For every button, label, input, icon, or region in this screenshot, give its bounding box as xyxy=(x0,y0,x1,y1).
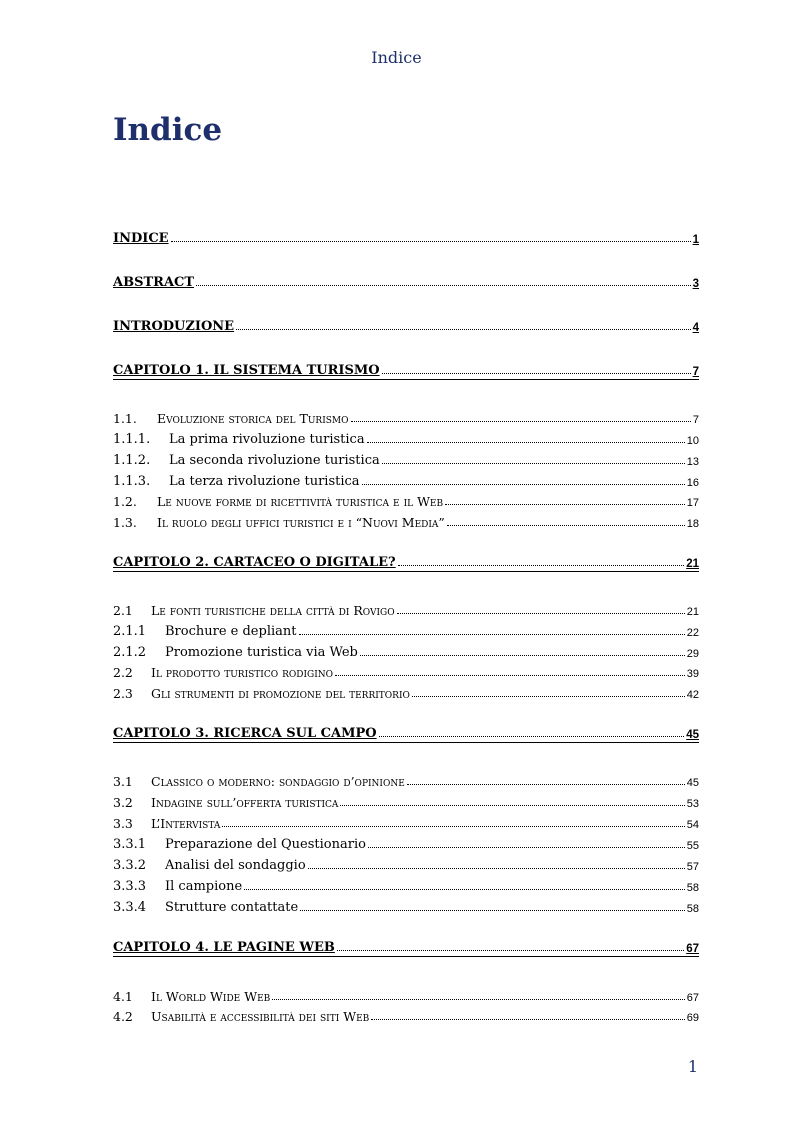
dot-leader xyxy=(382,373,691,374)
toc-entry[interactable] xyxy=(113,984,699,1004)
chapter-divider xyxy=(113,379,699,380)
toc-entry[interactable] xyxy=(113,1004,699,1024)
toc-entry[interactable] xyxy=(113,406,699,426)
toc-entry-page: 54 xyxy=(686,819,699,831)
chapter-divider xyxy=(113,956,699,957)
dot-leader xyxy=(445,504,685,505)
toc-entry[interactable] xyxy=(113,681,699,701)
toc-entry[interactable] xyxy=(113,769,699,789)
toc-entry[interactable] xyxy=(113,853,699,873)
toc-entry[interactable] xyxy=(113,811,699,831)
dot-leader xyxy=(382,463,685,464)
toc-entry-text: CAPITOLO 1. IL SISTEMA TURISMO xyxy=(113,363,380,378)
toc-entry-text: Il campione xyxy=(165,879,243,894)
toc-entry-number: 1.1.3. xyxy=(113,474,151,489)
toc-entry-text: Il World Wide Web xyxy=(151,989,271,1004)
toc-entry-text: Brochure e depliant xyxy=(165,624,297,639)
dot-leader xyxy=(351,421,691,422)
toc-entry-text: Il prodotto turistico rodigino xyxy=(151,665,334,680)
toc-entry[interactable] xyxy=(113,489,699,509)
dot-leader xyxy=(236,329,691,330)
toc-entry-text: CAPITOLO 4. LE PAGINE WEB xyxy=(113,940,335,955)
toc-entry[interactable] xyxy=(113,619,699,639)
toc-entry-page: 58 xyxy=(686,882,699,894)
toc-entry-text: Evoluzione storica del Turismo xyxy=(157,411,349,426)
toc-entry-page: 3 xyxy=(692,278,699,290)
page-title: Indice xyxy=(113,112,223,148)
dot-leader xyxy=(367,442,685,443)
toc-entry-page: 4 xyxy=(692,322,699,334)
toc-entry[interactable] xyxy=(113,640,699,660)
toc-entry-page: 45 xyxy=(686,729,699,741)
dot-leader xyxy=(196,285,691,286)
toc-entry-page: 13 xyxy=(686,456,699,468)
dot-leader xyxy=(340,805,684,806)
toc-entry-number: 3.3.3 xyxy=(113,879,147,894)
toc-entry-text: CAPITOLO 2. CARTACEO O DIGITALE? xyxy=(113,555,396,570)
toc-entry-number: 1.1.1. xyxy=(113,432,151,447)
dot-leader xyxy=(360,655,685,656)
toc-entry-text: INDICE xyxy=(113,231,169,246)
toc-entry-abstract[interactable] xyxy=(113,270,699,290)
running-header: Indice xyxy=(371,48,422,67)
toc-entry-text: Preparazione del Questionario xyxy=(165,837,366,852)
dot-leader xyxy=(412,696,685,697)
dot-leader xyxy=(398,565,685,566)
toc-entry-page: 22 xyxy=(686,627,699,639)
toc-entry-number: 2.3 xyxy=(113,686,133,701)
toc-entry-text: INTRODUZIONE xyxy=(113,319,235,334)
toc-entry-page: 58 xyxy=(686,903,699,915)
toc-entry-page: 39 xyxy=(686,668,699,680)
toc-entry-text: Usabilità e accessibilità dei siti Web xyxy=(151,1009,370,1024)
toc-entry-page: 57 xyxy=(686,861,699,873)
toc-entry-number: 2.1.1 xyxy=(113,624,147,639)
dot-leader xyxy=(407,784,685,785)
toc-entry-text: Strutture contattate xyxy=(165,900,299,915)
toc-entry-text: La prima rivoluzione turistica xyxy=(169,432,365,447)
dot-leader xyxy=(379,736,685,737)
dot-leader xyxy=(300,910,685,911)
toc-entry-number: 1.2. xyxy=(113,494,137,509)
toc-entry[interactable] xyxy=(113,832,699,852)
toc-entry-page: 21 xyxy=(686,606,699,618)
toc-entry[interactable] xyxy=(113,660,699,680)
toc-chapter-4[interactable] xyxy=(113,935,699,955)
toc-entry-text: La seconda rivoluzione turistica xyxy=(169,453,380,468)
toc-entry-number: 2.1 xyxy=(113,603,133,618)
toc-entry[interactable] xyxy=(113,790,699,810)
toc-entry[interactable] xyxy=(113,427,699,447)
dot-leader xyxy=(362,484,685,485)
dot-leader xyxy=(368,847,685,848)
toc-entry-number: 2.2 xyxy=(113,665,133,680)
toc-entry-number: 4.2 xyxy=(113,1009,133,1024)
dot-leader xyxy=(299,634,685,635)
dot-leader xyxy=(337,950,684,951)
toc-entry-number: 3.2 xyxy=(113,795,133,810)
toc-entry-page: 29 xyxy=(686,648,699,660)
chapter-divider xyxy=(113,571,699,572)
toc-chapter-2[interactable] xyxy=(113,550,699,570)
toc-entry-page: 17 xyxy=(686,497,699,509)
toc-entry[interactable] xyxy=(113,598,699,618)
chapter-divider xyxy=(113,742,699,743)
toc-entry-page: 16 xyxy=(686,477,699,489)
dot-leader xyxy=(335,675,685,676)
toc-entry-number: 3.3.4 xyxy=(113,900,147,915)
toc-entry-page: 67 xyxy=(686,992,699,1004)
toc-entry-text: Le nuove forme di ricettività turistica e il Web xyxy=(157,494,444,509)
dot-leader xyxy=(272,999,685,1000)
toc-entry[interactable] xyxy=(113,448,699,468)
toc-entry-page: 45 xyxy=(686,777,699,789)
toc-entry[interactable] xyxy=(113,895,699,915)
toc-entry-text: Indagine sull’offerta turistica xyxy=(151,795,339,810)
toc-entry-page: 55 xyxy=(686,840,699,852)
toc-entry-text: Gli strumenti di promozione del territorio xyxy=(151,686,410,701)
dot-leader xyxy=(222,826,684,827)
dot-leader xyxy=(244,889,685,890)
toc-entry-number: 3.1 xyxy=(113,774,133,789)
toc-entry-number: 3.3.1 xyxy=(113,837,147,852)
toc-chapter-3[interactable] xyxy=(113,721,699,741)
toc-entry-text: Classico o moderno: sondaggio d’opinione xyxy=(151,774,405,789)
toc-entry-page: 42 xyxy=(686,689,699,701)
toc-entry-number: 2.1.2 xyxy=(113,645,147,660)
toc-entry-number: 1.1.2. xyxy=(113,453,151,468)
toc-entry-page: 53 xyxy=(686,798,699,810)
page-number: 1 xyxy=(687,1057,698,1076)
toc-entry[interactable] xyxy=(113,874,699,894)
toc-entry-text: ABSTRACT xyxy=(113,275,195,290)
toc-entry-text: La terza rivoluzione turistica xyxy=(169,474,360,489)
toc-entry-text: CAPITOLO 3. RICERCA SUL CAMPO xyxy=(113,726,377,741)
dot-leader xyxy=(308,868,685,869)
toc-entry-text: Analisi del sondaggio xyxy=(165,858,306,873)
toc-entry-number: 3.3 xyxy=(113,816,133,831)
toc-entry-text: Le fonti turistiche della città di Rovigo xyxy=(151,603,395,618)
toc-entry-page: 67 xyxy=(686,943,699,955)
toc-entry-number: 1.1. xyxy=(113,411,137,426)
toc-entry-text: Promozione turistica via Web xyxy=(165,645,358,660)
dot-leader xyxy=(397,613,685,614)
toc-entry-text: Il ruolo degli uffici turistici e i “Nuovi Media” xyxy=(157,515,445,530)
toc-entry-introduzione[interactable] xyxy=(113,314,699,334)
toc-entry-page: 18 xyxy=(686,518,699,530)
toc-entry[interactable] xyxy=(113,510,699,530)
dot-leader xyxy=(171,241,691,242)
toc-entry[interactable] xyxy=(113,469,699,489)
dot-leader xyxy=(447,525,685,526)
toc-entry-page: 69 xyxy=(686,1012,699,1024)
toc-entry-indice[interactable] xyxy=(113,226,699,246)
toc-entry-text: L’Intervista xyxy=(151,816,221,831)
toc-entry-number: 4.1 xyxy=(113,989,133,1004)
toc-entry-number: 1.3. xyxy=(113,515,137,530)
toc-entry-page: 21 xyxy=(686,558,699,570)
toc-chapter-1[interactable] xyxy=(113,358,699,378)
toc-entry-number: 3.3.2 xyxy=(113,858,147,873)
toc-entry-page: 1 xyxy=(692,234,699,246)
dot-leader xyxy=(371,1019,684,1020)
toc-entry-page: 7 xyxy=(692,414,699,426)
toc-entry-page: 7 xyxy=(692,366,699,378)
toc-entry-page: 10 xyxy=(686,435,699,447)
